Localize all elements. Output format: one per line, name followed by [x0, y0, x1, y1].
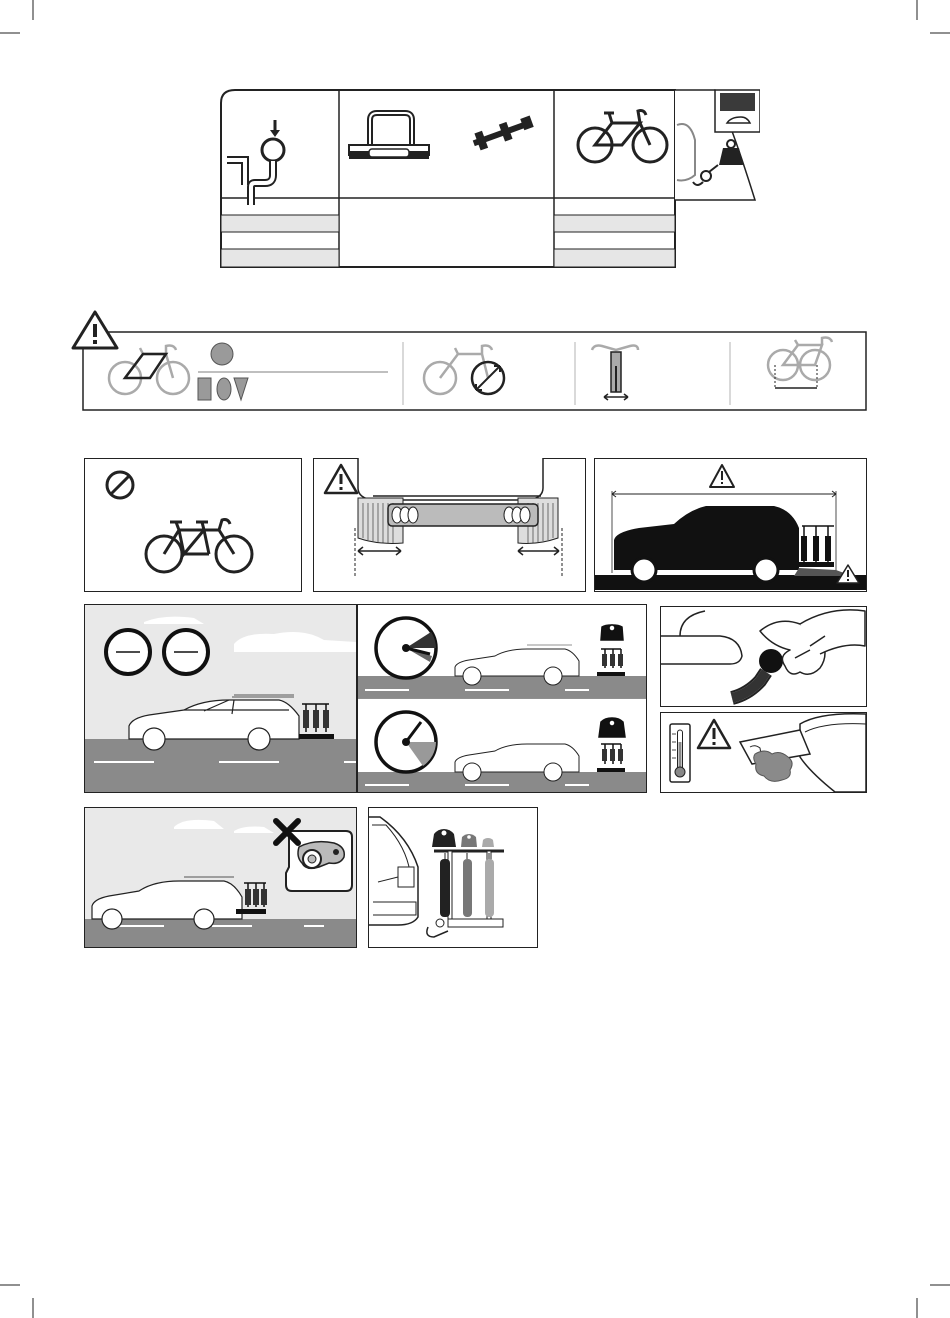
panel-speed-load: [357, 604, 647, 793]
spec-table: [215, 85, 760, 275]
thermometer-icon: [670, 724, 690, 782]
panel-vehicle-length: [594, 458, 867, 592]
panel-no-tandem: [84, 458, 302, 592]
panel-clean-ball: [660, 606, 867, 707]
speedometer-icon: [376, 618, 436, 678]
panel-no-lock: [84, 807, 357, 948]
panel-bumper-width: [313, 458, 586, 592]
tow-ball-icon: [759, 649, 783, 673]
panel-heaviest-first: [368, 807, 538, 948]
panel-hot-exhaust: [660, 712, 867, 793]
warning-strip: [70, 310, 870, 415]
panel-speed-limit: [84, 604, 357, 793]
warning-triangle-icon: [73, 312, 117, 348]
speedometer-icon: [376, 712, 436, 772]
bicycle-icon: [440, 853, 494, 917]
car-trunk-weight-icon: [675, 90, 760, 200]
